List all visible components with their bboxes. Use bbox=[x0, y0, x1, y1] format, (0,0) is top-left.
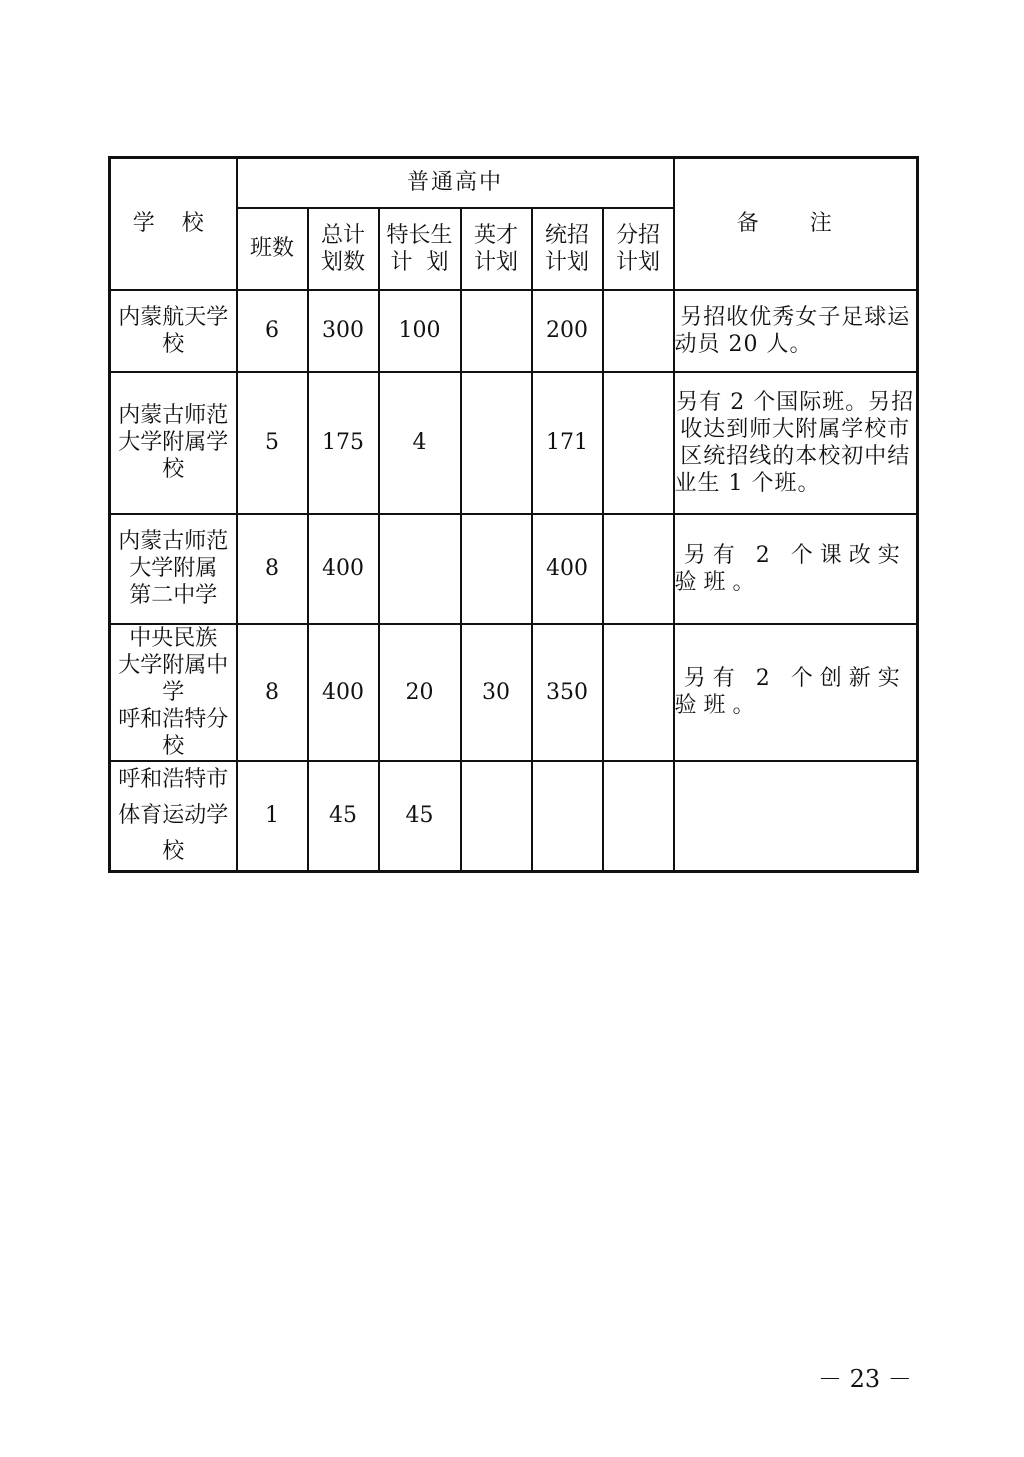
unified-plan: 400 bbox=[532, 514, 603, 624]
table-row bbox=[110, 372, 918, 514]
unified-plan bbox=[532, 761, 603, 872]
header-unified-plan: 统招 计划 bbox=[532, 208, 603, 290]
header-notes: 备 注 bbox=[674, 158, 918, 290]
unified-plan: 350 bbox=[532, 624, 603, 761]
total-plan: 300 bbox=[308, 290, 379, 372]
header-specialty-plan: 特长生 计 划 bbox=[379, 208, 461, 290]
page-number: － 23 － bbox=[818, 1365, 912, 1393]
notes: 另招收优秀女子足球运动员 20 人。 bbox=[674, 290, 918, 372]
classes-count: 5 bbox=[237, 372, 308, 514]
header-talent-plan: 英才 计划 bbox=[461, 208, 532, 290]
separate-plan bbox=[603, 372, 674, 514]
table-row bbox=[110, 514, 918, 624]
school-name: 内蒙古师范 大学附属 第二中学 bbox=[110, 514, 237, 624]
table-row bbox=[110, 290, 918, 372]
specialty-plan: 20 bbox=[379, 624, 461, 761]
school-name: 中央民族 大学附属中学 呼和浩特分校 bbox=[110, 624, 237, 761]
separate-plan bbox=[603, 624, 674, 761]
header-total-plan: 总计 划数 bbox=[308, 208, 379, 290]
header-school: 学 校 bbox=[110, 158, 237, 290]
talent-plan bbox=[461, 514, 532, 624]
talent-plan: 30 bbox=[461, 624, 532, 761]
header-classes: 班数 bbox=[237, 208, 308, 290]
classes-count: 8 bbox=[237, 514, 308, 624]
header-regular-high-school: 普通高中 bbox=[237, 158, 674, 208]
table-row bbox=[110, 624, 918, 761]
talent-plan bbox=[461, 372, 532, 514]
specialty-plan bbox=[379, 514, 461, 624]
header-separate-plan: 分招 计划 bbox=[603, 208, 674, 290]
unified-plan: 200 bbox=[532, 290, 603, 372]
separate-plan bbox=[603, 761, 674, 872]
specialty-plan: 100 bbox=[379, 290, 461, 372]
notes: 另有 2 个创新实验班。 bbox=[674, 624, 918, 761]
enrollment-plan-table bbox=[108, 156, 919, 873]
header-row-1 bbox=[110, 158, 918, 208]
classes-count: 1 bbox=[237, 761, 308, 872]
notes: 另有 2 个课改实验班。 bbox=[674, 514, 918, 624]
notes bbox=[674, 761, 918, 872]
total-plan: 400 bbox=[308, 624, 379, 761]
total-plan: 45 bbox=[308, 761, 379, 872]
school-name: 内蒙古师范 大学附属学校 bbox=[110, 372, 237, 514]
table-row bbox=[110, 761, 918, 872]
total-plan: 175 bbox=[308, 372, 379, 514]
specialty-plan: 4 bbox=[379, 372, 461, 514]
total-plan: 400 bbox=[308, 514, 379, 624]
talent-plan bbox=[461, 761, 532, 872]
specialty-plan: 45 bbox=[379, 761, 461, 872]
separate-plan bbox=[603, 514, 674, 624]
classes-count: 8 bbox=[237, 624, 308, 761]
school-name: 呼和浩特市 体育运动学校 bbox=[110, 761, 237, 872]
unified-plan: 171 bbox=[532, 372, 603, 514]
talent-plan bbox=[461, 290, 532, 372]
school-name: 内蒙航天学校 bbox=[110, 290, 237, 372]
classes-count: 6 bbox=[237, 290, 308, 372]
notes: 另有 2 个国际班。另招收达到师大附属学校市区统招线的本校初中结业生 1 个班。 bbox=[674, 372, 918, 514]
separate-plan bbox=[603, 290, 674, 372]
